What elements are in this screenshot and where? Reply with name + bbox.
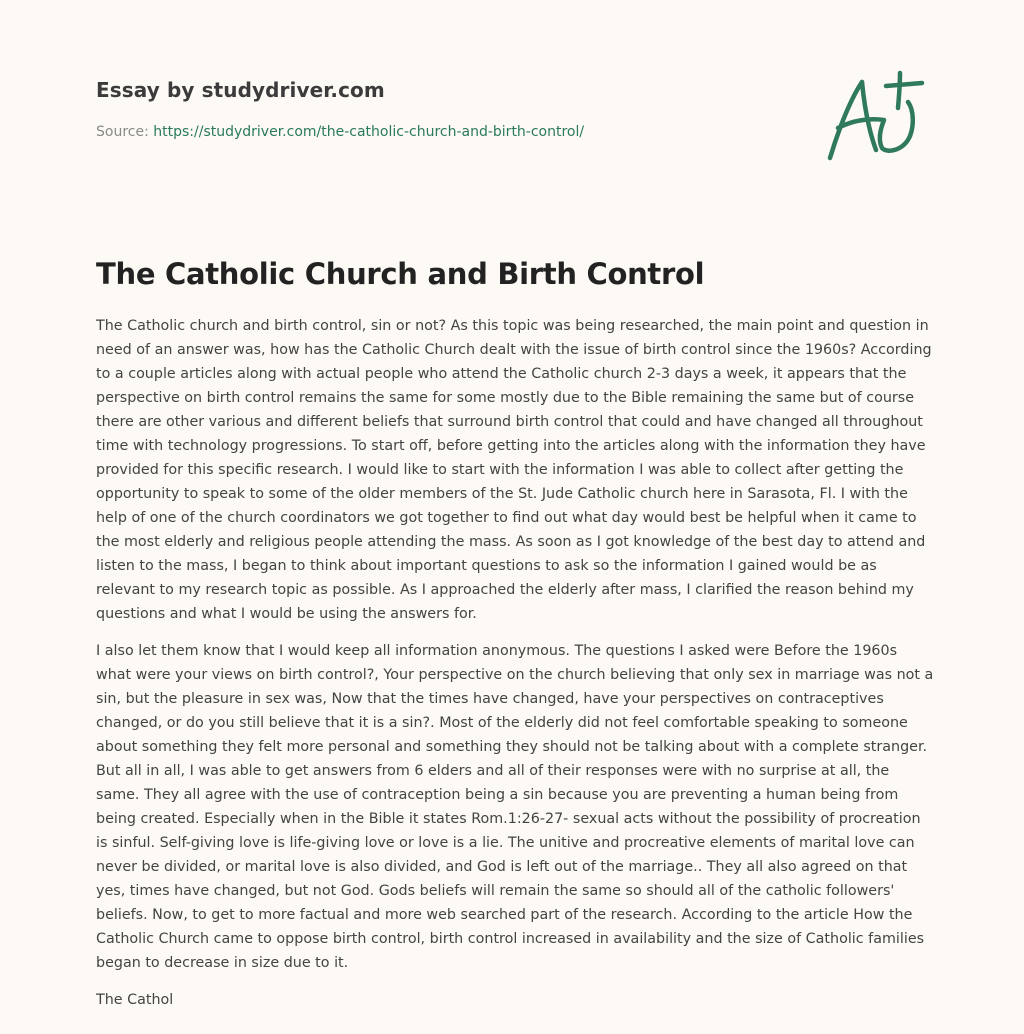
- source-line: [96, 122, 796, 142]
- site-brand: Essay by studydriver.com: [96, 78, 385, 102]
- essay-paragraph-truncated: The Cathol: [96, 992, 174, 1008]
- source-link[interactable]: https://studydriver.com/the-catholic-church-and-birth-control/: [153, 124, 585, 140]
- source-label: Source:: [96, 124, 154, 140]
- essay-title: The Catholic Church and Birth Control: [96, 257, 705, 291]
- essay-paragraph: I also let them know that I would keep all information anonymous. The questions I asked were Before the 1960s what were your views on birth control?, Your perspective on the church believing that only sex in marriage was not a sin, but the pleasure in sex was, Now that the times have changed, have your perspectives on contraceptives changed, or do you still believe that it is a sin?. Most of the elderly did not feel comfortable speaking to someone about something they felt more personal and something they should not be talking about with a complete stranger. But all in all, I was able to get answers from 6 elders and all of their responses were with no surprise at all, the same. They all agree with the use of contraception being a sin because you are preventing a human being from being created. Especially when in the Bible it states Rom.1:26-27- sexual acts without the possibility of procreation is sinful. Self-giving love is life-giving love or love is a lie. The unitive and procreative elements of marital love can never be divided, or marital love is also divided, and God is left out of the marriage.. They all also agreed on that yes, times have changed, but not God. Gods beliefs will remain the same so should all of the catholic followers' beliefs. Now, to get to more factual and more web searched part of the research. According to the article How the Catholic Church came to oppose birth control, birth control increased in availability and the size of Catholic families began to decrease in size due to it.: [96, 643, 934, 971]
- essay-paragraph: The Catholic church and birth control, sin or not? As this topic was being researched, the main point and question in need of an answer was, how has the Catholic Church dealt with the issue of birth control since the 1960s? According to a couple articles along with actual people who attend the Catholic church 2-3 days a week, it appears that the perspective on birth control remains the same for some mostly due to the Bible remaining the same but of course there are other various and different beliefs that surround birth control that could and have changed all throughout time with technology progressions. To start off, before getting into the articles along with the information they have provided for this specific research. I would like to start with the information I was able to collect after getting the opportunity to speak to some of the older members of the St. Jude Catholic church here in Sarasota, Fl. I with the help of one of the church coordinators we got together to find out what day would best be helpful when it came to the most elderly and religious people attending the mass. As soon as I got knowledge of the best day to attend and listen to the mass, I began to think about important questions to ask so the information I gained would be as relevant to my research topic as possible. As I approached the elderly after mass, I clarified the reason behind my questions and what I would be using the answers for.: [96, 318, 932, 622]
- essay-header: [96, 75, 796, 142]
- a-plus-grade-icon: [818, 68, 928, 168]
- essay-body: [96, 314, 934, 1025]
